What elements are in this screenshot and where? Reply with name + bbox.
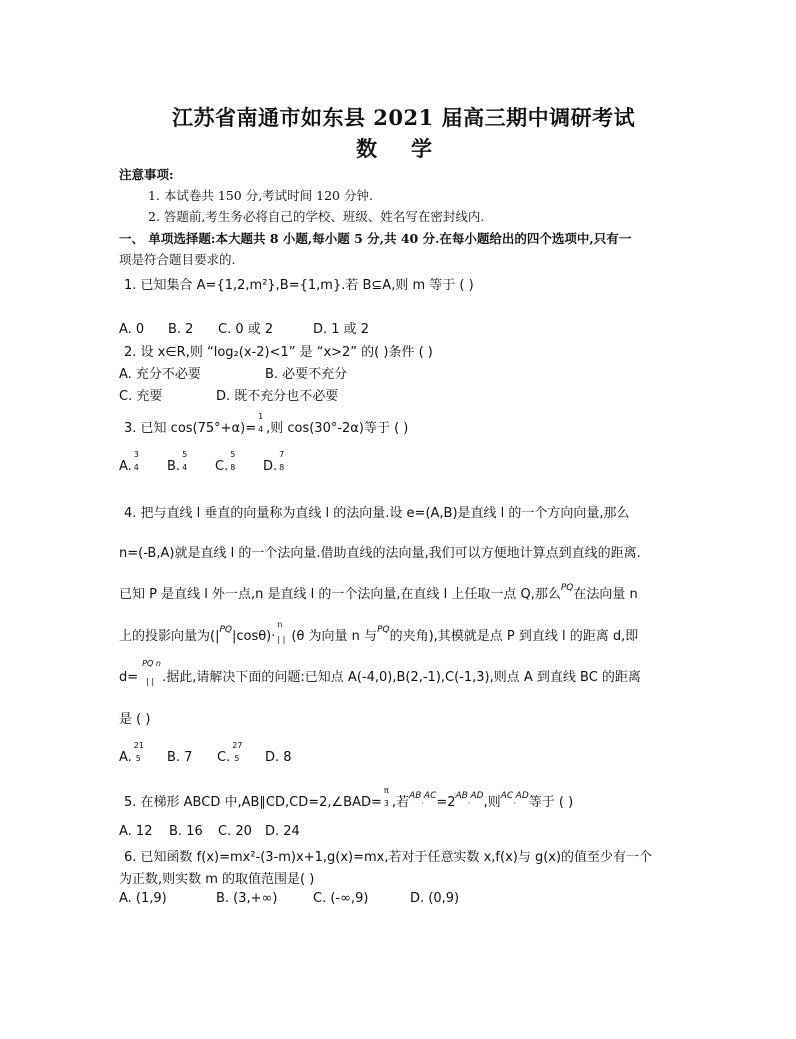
q3-stem-text-2: ,则 cos(30°-2α)等于 ( ) [266,421,409,436]
question-3-options [119,450,287,474]
question-6-line1: 6. 已知函数 f(x)=mx²-(3-m)x+1,g(x)=mx,若对于任意实数 x,f(x)与 g(x)的值至少有一个 [124,850,653,865]
option-a [119,450,167,474]
frac-denominator: 4 [133,463,139,472]
question-4-line3 [119,583,638,602]
q4-text: .据此,请解决下面的问题:已知点 A(-4,0),B(2,-1),C(-1,3),则点 A 到直线 BC 的距离 [162,670,641,685]
frac-numerator: 21 [133,741,144,750]
q4-text: d= [119,670,139,685]
question-1-stem: 1. 已知集合 A={1,2,m²},B={1,m}.若 B⊆A,则 m 等于 ( ) [124,278,474,293]
frac-denominator: 8 [230,463,236,472]
option-d [263,450,287,474]
frac-numerator: π [383,786,389,795]
q4-text: 在法向量 n [573,587,638,602]
question-6-options [119,891,459,906]
q5-text: ,则 [483,795,501,810]
option-c [217,741,265,765]
option-d: D. 既不充分也不必要 [216,389,339,404]
option-d: D. 1 或 2 [313,322,370,337]
vector-ab: AB [455,791,468,801]
question-1-options [119,318,369,337]
option-d: D. 8 [265,750,292,765]
frac-denominator: | | [146,677,155,686]
option-c: C. 充要 [119,389,163,404]
frac-denominator: 5 [135,754,141,763]
question-4-line2: n=(-B,A)就是直线 l 的一个法向量.借助直线的法向量,我们可以方便地计算点到直线的距离. [119,546,641,561]
q3-fraction [256,412,266,434]
frac-numerator: 27 [232,741,243,750]
option-d: D. 24 [265,824,300,839]
q4-text: |cosθ)· [231,629,276,644]
option-b: B. 2 [168,322,194,337]
notice-heading: 注意事项: [119,167,174,182]
option-a: A. 充分不必要 [119,367,201,382]
q5-text: ,若 [391,795,410,810]
option-label: C. [215,459,229,474]
section-heading-line2: 项是符合题目要求的. [119,252,236,267]
q5-text: 等于 ( ) [528,795,574,810]
option-label: A. [119,459,132,474]
frac-denominator: 8 [279,463,285,472]
frac-denominator: | | [277,635,286,644]
question-2-stem: 2. 设 x∈R,则 “log₂(x-2)<1” 是 “x>2” 的( )条件 ( ) [124,345,433,360]
question-4-line1: 4. 把与直线 l 垂直的向量称为直线 l 的法向量.设 e=(A,B)是直线 l 的一个方向向量,那么 [124,506,630,521]
option-label: C. [217,750,231,765]
option-c [215,450,263,474]
q5-text: 5. 在梯形 ABCD 中,AB∥CD,CD=2,∠BAD= [124,795,382,810]
vector-ad: AD [515,791,529,801]
question-4-options [119,741,292,765]
option-c: C. 0 或 2 [218,322,274,337]
frac-numerator: 5 [230,450,236,459]
option-b: B. 7 [167,750,193,765]
q4-text: 上的投影向量为(| [119,629,220,644]
frac-denominator: 4 [182,463,188,472]
notice-item-1: 1. 本试卷共 150 分,考试时间 120 分钟. [148,188,373,203]
question-2-options-row1 [119,363,347,382]
option-a [119,741,167,765]
option-a: A. (1,9) [119,891,167,906]
frac-numerator: PQ n [142,659,161,668]
question-4-line5 [119,659,641,686]
frac-numerator: 1 [258,412,264,421]
option-b: B. 必要不充分 [265,367,348,382]
vector-ac: AC [423,791,437,801]
question-3-stem [124,412,409,436]
q4-text: 的夹角),其模就是点 P 到直线 l 的距离 d,即 [389,629,639,644]
exam-title: 江苏省南通市如东县 2021 届高三期中调研考试 [172,105,636,130]
question-4-line4 [119,620,639,644]
question-2-options-row2 [119,385,338,404]
question-6-line2: 为正数,则实数 m 的取值范围是( ) [119,872,315,887]
q4-text: 已知 P 是直线 l 外一点,n 是直线 l 的一个法向量,在直线 l 上任取一点 Q,那么 [119,587,561,602]
vector-ad: AD [470,791,484,801]
subject-title: 数学 [356,136,466,161]
option-b [167,450,215,474]
q3-stem-text: 3. 已知 cos(75°+α)= [124,421,257,436]
option-a: A. 0 [119,322,145,337]
option-d: D. (0,9) [410,891,460,906]
frac-numerator: 3 [133,450,139,459]
vector-pq: PQ [377,625,390,635]
q5-text: =2 [436,795,456,810]
vector-ac: AC [500,791,514,801]
question-5-stem: 5. 在梯形 ABCD 中,AB∥CD,CD=2,∠BAD= π 3 ,若$^{AB}\cdot^{AC}=2^{AB}\cdot^{AD}$,则$^{AC}$·$^{AD}$等于 ( ) [124,786,574,810]
q4-text: (θ 为向量 n 与 [291,629,378,644]
frac-numerator: n [277,620,283,629]
option-c: C. 20 [218,824,252,839]
notice-item-2: 2. 答题前,考生务必将自己的学校、班级、姓名写在密封线内. [148,209,485,224]
frac-numerator: 7 [279,450,285,459]
question-4-line6: 是 ( ) [119,712,151,727]
frac-numerator: 5 [182,450,188,459]
option-a: A. 12 [119,824,153,839]
section-heading-line1: 一、 单项选择题:本大题共 8 小题,每小题 5 分,共 40 分.在每小题给出的四个选项中,只有一 [119,231,632,246]
vector-pq: PQ [219,625,232,635]
vector-pq: PQ [560,583,574,593]
option-label: D. [263,459,278,474]
option-b: B. (3,+∞) [216,891,278,906]
option-b: B. 16 [169,824,203,839]
vector-ab: AB [409,791,422,801]
frac-denominator: 3 [383,799,389,808]
option-c: C. (-∞,9) [313,891,369,906]
option-label: B. [167,459,181,474]
frac-denominator: 4 [258,425,264,434]
option-label: A. [119,750,132,765]
question-5-options [119,824,300,839]
frac-denominator: 5 [234,754,240,763]
